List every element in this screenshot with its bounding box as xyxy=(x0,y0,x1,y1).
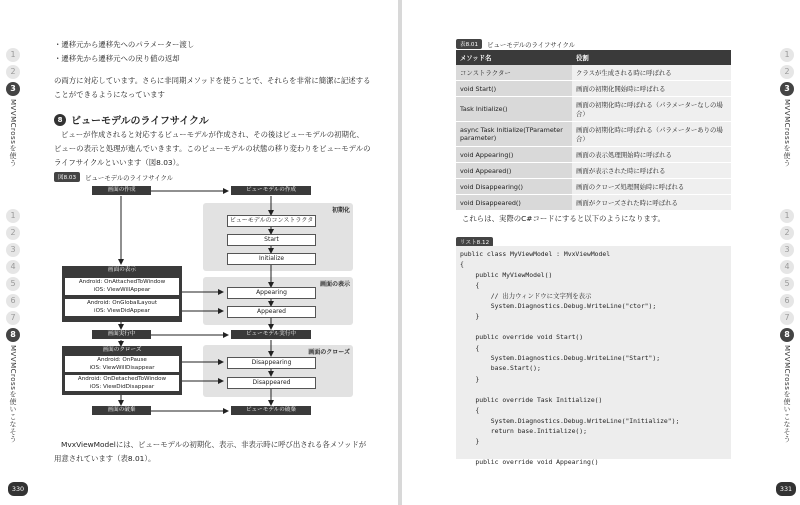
chapter-number: 2 xyxy=(780,65,794,79)
role-cell: クラスが生成される時に呼ばれる xyxy=(572,65,731,81)
section-title: ビューモデルのライフサイクル xyxy=(71,116,209,127)
section-heading xyxy=(54,112,209,127)
chapter-number-active: 3 xyxy=(6,82,20,96)
chapter-label: MVVMCrossを使いこなそう xyxy=(9,344,17,443)
code-line: // 出力ウィンドウに文字列を表示 xyxy=(460,291,592,300)
close-ios-1: iOS: ViewWillDisappear xyxy=(89,365,155,371)
close-ios-2: iOS: ViewDidDisappear xyxy=(89,384,155,390)
chapter-number-active: 8 xyxy=(6,328,20,342)
code-line: } xyxy=(460,312,480,321)
vm-destroy-box: ビューモデルの破棄 xyxy=(231,406,311,415)
close-android-2: Android: OnDetachedToWindow xyxy=(77,376,167,382)
constructor-box: ビューモデルのコンストラクター xyxy=(227,215,316,227)
method-name-cell: void Disappearing() xyxy=(456,179,572,195)
code-line xyxy=(460,447,731,457)
table-row xyxy=(456,147,731,163)
method-name-cell: コンストラクター xyxy=(456,65,572,81)
start-box: Start xyxy=(227,234,316,246)
table-header: 役割 xyxy=(572,50,731,65)
disappearing-box: Disappearing xyxy=(227,357,316,369)
screen-show-title: 画面の表示 xyxy=(108,267,136,273)
chapter-label: MVVMCrossを使う xyxy=(9,99,17,167)
method-name-cell: async Task Initialize(TParameter parameter) xyxy=(456,122,572,147)
group-label-show: 画面の表示 xyxy=(319,281,350,288)
role-cell: 画面が表示された時に呼ばれる xyxy=(572,163,731,179)
chapter-number: 5 xyxy=(6,277,20,291)
chapter-label: MVVMCrossを使う xyxy=(783,99,791,167)
code-line: { xyxy=(460,343,480,352)
table-header-row xyxy=(456,50,731,65)
chapter-number: 1 xyxy=(780,209,794,223)
close-android-1: Android: OnPause xyxy=(97,357,147,363)
page-number: 330 xyxy=(8,482,28,496)
table-row xyxy=(456,81,731,97)
show-android-1: Android: OnAttachedToWindow xyxy=(78,279,166,285)
paragraph-line: ビューが作成されると対応するビューモデルが作成され、その後はビューモデルの初期化、 xyxy=(61,130,364,139)
paragraph-line: の両方に対応しています。さらに非同期メソッドを使うことで、それらを非常に簡潔に記述する xyxy=(54,76,371,85)
paragraph-line: ビューの表示と処理が進んでいきます。このビューモデルの状態の移り変わりをビューモデルの xyxy=(54,144,371,153)
role-cell: 画面の初期化時に呼ばれる（パラメーターありの場合） xyxy=(572,122,731,147)
method-name-cell: void Appeared() xyxy=(456,163,572,179)
code-line: System.Diagnostics.Debug.WriteLine("ctor"); xyxy=(460,302,657,311)
table-row xyxy=(456,179,731,195)
figure-tag: 図8.03 xyxy=(54,172,80,182)
paragraph xyxy=(54,438,366,466)
code-line xyxy=(460,384,731,394)
table-row xyxy=(456,195,731,211)
right-page xyxy=(402,0,800,505)
chapter-number: 1 xyxy=(6,209,20,223)
chapter-number: 6 xyxy=(6,294,20,308)
chapter-number-active: 3 xyxy=(780,82,794,96)
bullet-item: ・ 遷移元から遷移先へのパラメーター渡し xyxy=(54,38,194,52)
role-cell: 画面の初期化時に呼ばれる（パラメーターなしの場合） xyxy=(572,97,731,122)
chapter-number: 3 xyxy=(780,243,794,257)
close-event-1 xyxy=(65,356,179,372)
code-line: } xyxy=(460,374,480,383)
vm-running-box: ビューモデル実行中 xyxy=(231,330,311,339)
screen-running-box: 画面実行中 xyxy=(92,330,151,339)
listing-tag: リスト8.12 xyxy=(456,237,493,247)
chapter-number: 1 xyxy=(6,48,20,62)
code-line: } xyxy=(460,437,480,446)
screen-create-box: 画面の作成 xyxy=(92,186,151,195)
figure-title: ビューモデルのライフサイクル xyxy=(85,173,174,182)
lifecycle-method-table xyxy=(456,50,731,211)
left-page xyxy=(0,0,398,505)
table-row xyxy=(456,122,731,147)
chapter-index-tabs xyxy=(6,48,22,449)
chapter-number: 2 xyxy=(780,226,794,240)
code-listing xyxy=(456,246,731,467)
appeared-box: Appeared xyxy=(227,306,316,318)
initialize-box: Initialize xyxy=(227,253,316,265)
appearing-box: Appearing xyxy=(227,287,316,299)
table-row xyxy=(456,97,731,122)
paragraph-line: MvxViewModelには、ビューモデルの初期化、表示、非表示時に呼び出される各メソッドが xyxy=(61,440,367,449)
screen-close-block xyxy=(62,346,182,395)
show-android-2: Android: OnGlobalLayout xyxy=(86,300,158,306)
group-label-close: 画面のクローズ xyxy=(308,349,350,356)
code-line: public MyViewModel() xyxy=(460,270,553,279)
paragraph: これらは、実際のC#コードにすると以下のようになります。 xyxy=(462,214,665,223)
code-line: { xyxy=(460,406,480,415)
chapter-number: 2 xyxy=(6,226,20,240)
show-ios-2: iOS: ViewDidAppear xyxy=(94,308,150,314)
screen-show-block xyxy=(62,266,182,322)
role-cell: 画面がクローズされた時に呼ばれる xyxy=(572,195,731,211)
chapter-index-tabs xyxy=(780,48,796,449)
role-cell: 画面の表示処理開始時に呼ばれる xyxy=(572,147,731,163)
lifecycle-diagram xyxy=(60,182,360,422)
method-name-cell: void Disappeared() xyxy=(456,195,572,211)
bullet-item: ・ 遷移先から遷移元への戻り値の返却 xyxy=(54,52,194,66)
method-name-cell: void Start() xyxy=(456,81,572,97)
chapter-number-active: 8 xyxy=(780,328,794,342)
bullet-list xyxy=(54,38,194,66)
page-number: 331 xyxy=(776,482,796,496)
show-ios-1: iOS: ViewWillAppear xyxy=(93,287,151,293)
code-line: base.Start(); xyxy=(460,364,541,373)
chapter-number: 1 xyxy=(780,48,794,62)
table-caption xyxy=(456,39,575,49)
chapter-number: 6 xyxy=(780,294,794,308)
paragraph xyxy=(54,74,370,102)
code-line: public override Task Initialize() xyxy=(460,395,603,404)
show-event-2 xyxy=(65,299,179,316)
chapter-number: 4 xyxy=(780,260,794,274)
code-line: public override void Start() xyxy=(460,333,584,342)
figure-caption xyxy=(54,172,173,182)
section-marker: 8 xyxy=(54,114,66,126)
code-line: System.Diagnostics.Debug.WriteLine("Initialize"); xyxy=(460,416,680,425)
chapter-number: 7 xyxy=(780,311,794,325)
chapter-label: MVVMCrossを使いこなそう xyxy=(783,344,791,443)
role-cell: 画面の初期化開始時に呼ばれる xyxy=(572,81,731,97)
method-name-cell: void Appearing() xyxy=(456,147,572,163)
code-line: return base.Initialize(); xyxy=(460,426,587,435)
vm-create-box: ビューモデルの作成 xyxy=(231,186,311,195)
chapter-number: 4 xyxy=(6,260,20,274)
code-line: { xyxy=(460,281,480,290)
show-event-1 xyxy=(65,278,179,295)
chapter-number: 5 xyxy=(780,277,794,291)
code-line: { xyxy=(460,260,464,269)
table-title: ビューモデルのライフサイクル xyxy=(487,40,576,49)
screen-close-title: 画面のクローズ xyxy=(102,347,142,353)
code-line: System.Diagnostics.Debug.WriteLine("Start"); xyxy=(460,354,661,363)
close-event-2 xyxy=(65,375,179,391)
table-header: メソッド名 xyxy=(456,50,572,65)
code-line xyxy=(460,322,731,332)
code-line: public override void Appearing() xyxy=(460,458,599,467)
code-line: public class MyViewModel : MvxViewModel xyxy=(460,250,611,258)
paragraph-line: ライフサイクルといいます（図8.03）。 xyxy=(54,158,184,167)
paragraph xyxy=(54,128,370,170)
chapter-number: 3 xyxy=(6,243,20,257)
chapter-number: 2 xyxy=(6,65,20,79)
paragraph-line: ことができるようになっています xyxy=(54,90,165,99)
table-tag: 表8.01 xyxy=(456,39,482,49)
table-row xyxy=(456,163,731,179)
chapter-number: 7 xyxy=(6,311,20,325)
table-row xyxy=(456,65,731,81)
paragraph-line: 用意されています（表8.01）。 xyxy=(54,454,156,463)
role-cell: 画面のクローズ処理開始時に呼ばれる xyxy=(572,179,731,195)
method-name-cell: Task Initialize() xyxy=(456,97,572,122)
group-label-init: 初期化 xyxy=(331,207,350,214)
screen-destroy-box: 画面の破棄 xyxy=(92,406,151,415)
disappeared-box: Disappeared xyxy=(227,377,316,389)
